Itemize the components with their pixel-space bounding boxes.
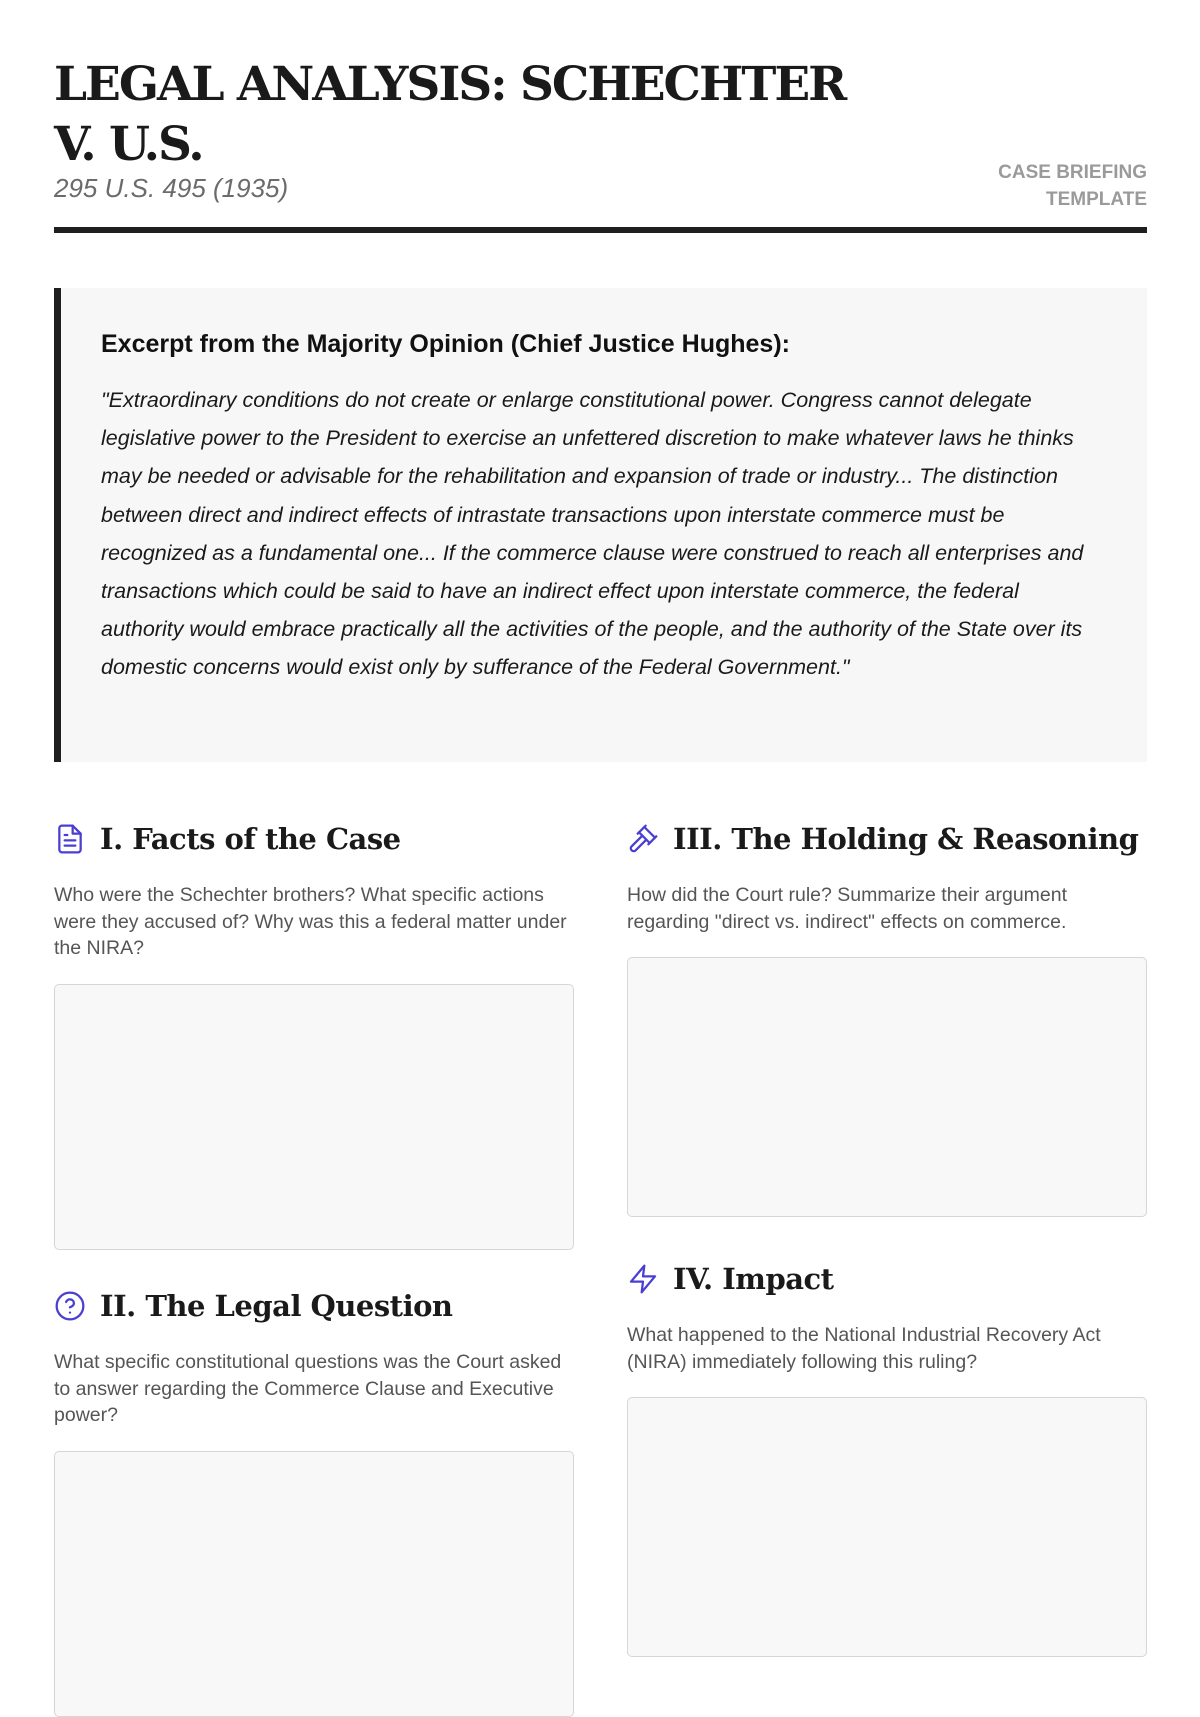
section-prompt: How did the Court rule? Summarize their argument regarding "direct vs. indirect" effects on commerce. — [627, 884, 1068, 933]
section-prompt: What specific constitutional questions was the Court asked to answer regarding the Commerce Clause and Executive power? — [54, 1351, 562, 1426]
lightning-icon — [627, 1263, 659, 1295]
section-prompt: What happened to the National Industrial Recovery Act (NIRA) immediately following this ruling? — [627, 1324, 1101, 1373]
case-briefing-page — [54, 0, 1147, 1600]
page-title: LEGAL ANALYSIS: SCHECHTER V. U.S. — [54, 57, 846, 172]
case-citation: 295 U.S. 495 (1935) — [54, 173, 289, 203]
excerpt-heading: Excerpt from the Majority Opinion (Chief Justice Hughes): — [101, 330, 790, 358]
section-prompt: Who were the Schechter brothers? What specific actions were they accused of? Why was this a federal matter under the NIRA? — [54, 884, 567, 959]
section-title: III. The Holding & Reasoning — [673, 822, 1139, 856]
section-impact — [627, 1258, 1147, 1657]
section-facts — [54, 818, 574, 1250]
legal-question-answer-field[interactable] — [54, 1451, 574, 1717]
header — [54, 55, 1147, 235]
holding-answer-field[interactable] — [627, 957, 1147, 1217]
document-icon — [54, 823, 86, 855]
document-type-label: CASE BRIEFING TEMPLATE — [998, 162, 1147, 210]
header-divider — [54, 227, 1147, 233]
section-header — [54, 818, 574, 862]
excerpt-text: "Extraordinary conditions do not create or enlarge constitutional power. Congress cannot delegate legislative power to the President to exercise an unfettered discretion to make whatever laws he thinks may be needed or advisable for the rehabilitation and expansion of trade or industry... The distinction between direct and indirect effects of intrastate transactions upon interstate commerce must be recognized as a fundamental one... If the commerce clause were construed to reach all enterprises and transactions which could be said to have an indirect effect upon interstate commerce, the federal authority would embrace practically all the activities of the people, and the authority of the State over its domestic concerns would exist only by sufferance of the Federal Government." — [101, 388, 1084, 680]
question-circle-icon — [54, 1290, 86, 1322]
section-header — [54, 1285, 574, 1329]
section-title: II. The Legal Question — [100, 1289, 453, 1323]
impact-answer-field[interactable] — [627, 1397, 1147, 1657]
gavel-icon — [627, 823, 659, 855]
section-holding — [627, 818, 1147, 1217]
section-title: I. Facts of the Case — [100, 822, 401, 856]
section-title: IV. Impact — [673, 1262, 834, 1296]
section-header — [627, 818, 1147, 862]
facts-answer-field[interactable] — [54, 984, 574, 1250]
opinion-excerpt — [54, 288, 1147, 762]
section-header — [627, 1258, 1147, 1302]
section-legal-question — [54, 1285, 574, 1717]
